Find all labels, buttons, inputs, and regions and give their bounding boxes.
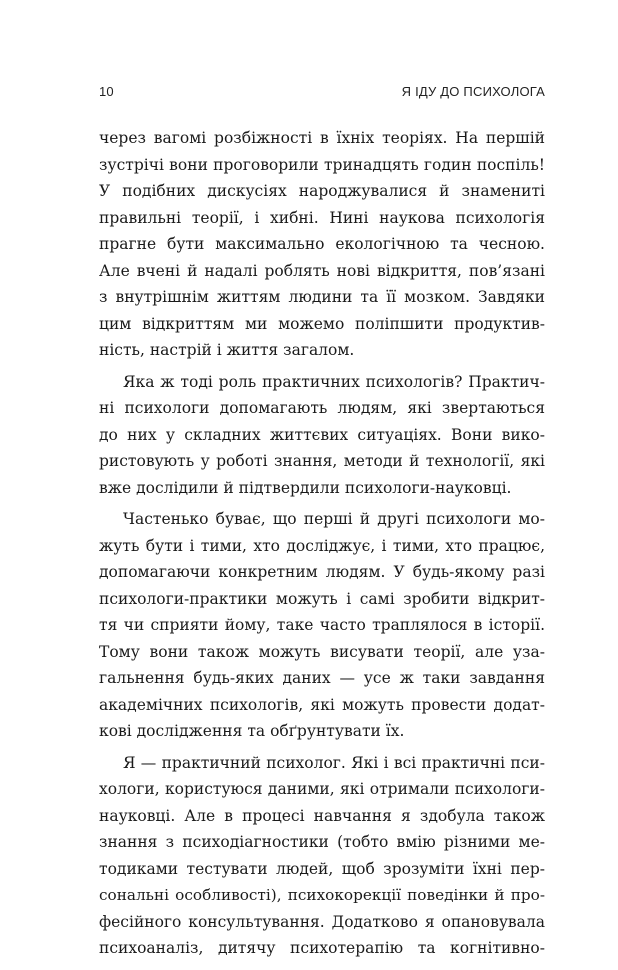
text-line: до них у складних життєвих ситуаціях. Вони вико-: [99, 425, 545, 444]
paragraph-2: [99, 369, 545, 502]
body-text: [99, 125, 545, 967]
paragraph-3: [99, 506, 545, 745]
page-number: 10: [99, 84, 114, 99]
text-line: тя чи сприяти йому, таке часто траплялося в історії.: [99, 616, 545, 634]
text-line: тодиками тестувати людей, щоб зрозуміти їхні пер-: [99, 859, 545, 878]
text-line: з внутрішнім життям людини та її мозком. Завдяки: [99, 288, 545, 306]
text-line: ристовують у роботі знання, методи й технології, які: [99, 452, 545, 470]
paragraph-1: [99, 125, 545, 364]
header-title: Я ІДУ ДО ПСИХОЛОГА: [401, 84, 545, 99]
text-line: Але вчені й надалі роблять нові відкриття, пов’язані: [99, 261, 545, 280]
text-line: зустрічі вони проговорили тринадцять годин поспіль!: [99, 155, 545, 174]
text-line: психоаналіз, дитячу психотерапію та когнітивно-: [99, 939, 545, 957]
text-line: знання з психодіагностики (тобто вмію різними ме-: [99, 833, 545, 851]
text-line: Частенько буває, що перші й другі психологи мо-: [123, 510, 545, 528]
text-line: допомагаючи конкретним людям. У будь-якому разі: [99, 563, 545, 581]
text-line: вже дослідили й підтвердили психологи-науковці.: [99, 478, 512, 497]
paragraph-4: [99, 750, 545, 962]
text-line: правильні теорії, і хибні. Нині наукова психологія: [99, 208, 545, 227]
text-line: психологи-практики можуть і самі зробити відкрит-: [99, 589, 545, 608]
running-header: [99, 84, 545, 102]
text-line: через вагомі розбіжності в їхніх теоріях. На першій: [99, 129, 545, 147]
text-line: ність, настрій і життя загалом.: [99, 341, 355, 359]
text-line: цим відкриттям ми можемо поліпшити продуктив-: [99, 314, 545, 333]
text-line: ні психологи допомагають людям, які звертаються: [99, 399, 545, 417]
text-line: науковці. Але в процесі навчання я здобула також: [99, 806, 545, 825]
text-line: прагне бути максимально екологічною та чесною.: [99, 235, 545, 253]
text-line: кові дослідження та обґрунтувати їх.: [99, 722, 405, 740]
text-line: фесійного консультування. Додатково я опановувала: [99, 912, 545, 931]
text-line: жуть бути і тими, хто досліджує, і тими, хто працює,: [99, 536, 545, 555]
text-line: Я — практичний психолог. Які і всі практичні пси-: [123, 753, 545, 772]
text-line: сональні особливості), психокорекції поведінки й про-: [99, 886, 545, 904]
text-line: Яка ж тоді роль практичних психологів? Практич-: [123, 372, 545, 391]
text-line: хологи, користуюся даними, які отримали психологи-: [99, 780, 545, 798]
text-line: Тому вони також можуть висувати теорії, але уза-: [99, 642, 545, 661]
text-line: академічних психологів, які можуть провести додат-: [99, 695, 545, 714]
text-line: У подібних дискусіях народжувалися й знамениті: [99, 182, 545, 200]
text-line: гальнення будь-яких даних — усе ж таки завдання: [99, 669, 545, 687]
